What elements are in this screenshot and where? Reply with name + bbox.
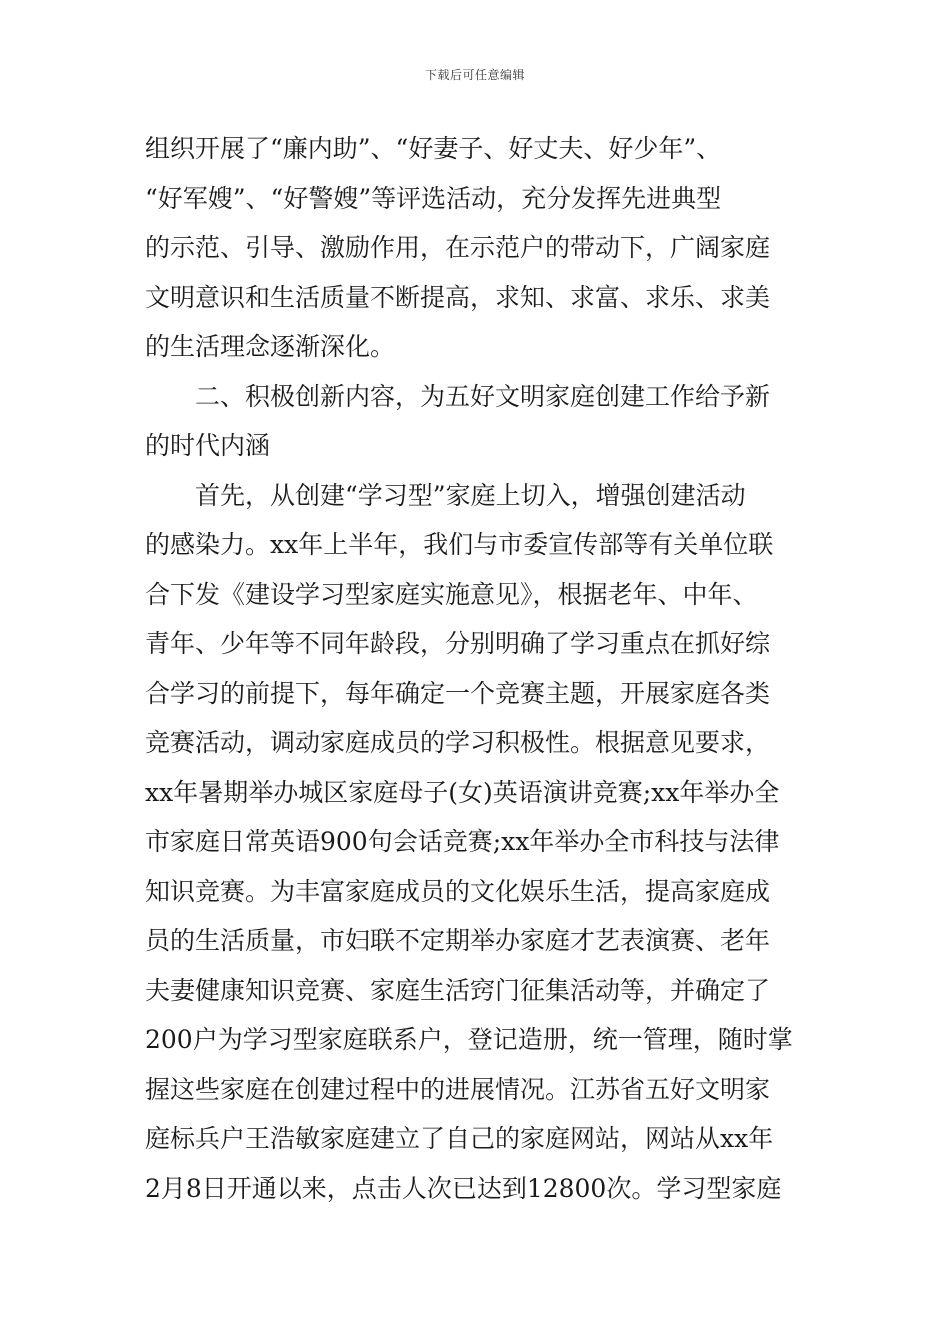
text-line: 青年、少年等不同年龄段，分别明确了学习重点在抓好综 xyxy=(145,629,771,658)
text-line: 合学习的前提下，每年确定一个竞赛主题，开展家庭各类 xyxy=(145,678,771,708)
text-line: 庭标兵户王浩敏家庭建立了自己的家庭网站，网站从xx年 xyxy=(145,1124,774,1153)
text-line: 的感染力。xx年上半年，我们与市委宣传部等有关单位联 xyxy=(145,530,774,559)
text-line: 知识竞赛。为丰富家庭成员的文化娱乐生活，提高家庭成 xyxy=(145,876,771,906)
text-line: “好军嫂”、“好警嫂”等评选活动，充分发挥先进典型 xyxy=(145,183,722,213)
text-line: 市家庭日常英语900句会话竞赛;xx年举办全市科技与法律 xyxy=(145,827,780,856)
section-heading-line: 的时代内涵 xyxy=(145,431,271,460)
body-text xyxy=(145,124,810,1213)
text-line: 组织开展了“廉内助”、“好妻子、好丈夫、好少年”、 xyxy=(145,134,722,163)
text-line: 竞赛活动，调动家庭成员的学习积极性。根据意见要求， xyxy=(145,728,771,757)
page-header: 下载后可任意编辑 xyxy=(424,68,525,82)
text-line: 握这些家庭在创建过程中的进展情况。江苏省五好文明家 xyxy=(145,1074,771,1104)
text-line: 合下发《建设学习型家庭实施意见》，根据老年、中年、 xyxy=(145,579,758,609)
text-line: 2月8日开通以来，点击人次已达到12800次。学习型家庭 xyxy=(145,1173,782,1203)
text-line: 文明意识和生活质量不断提高，求知、求富、求乐、求美 xyxy=(145,282,771,312)
text-line: 的生活理念逐渐深化。 xyxy=(145,332,396,361)
text-line: 员的生活质量，市妇联不定期举办家庭才艺表演赛、老年 xyxy=(145,926,771,955)
text-line: 首先，从创建“学习型”家庭上切入，增强创建活动 xyxy=(145,480,746,510)
section-heading-line: 二、积极创新内容，为五好文明家庭创建工作给予新 xyxy=(145,381,771,411)
text-line: 夫妻健康知识竞赛、家庭生活窍门征集活动等，并确定了 xyxy=(145,975,771,1005)
text-line: 的示范、引导、激励作用，在示范户的带动下，广阔家庭 xyxy=(145,233,771,262)
text-line: xx年暑期举办城区家庭母子(女)英语演讲竞赛;xx年举办全 xyxy=(145,777,780,807)
text-line: 200户为学习型家庭联系户，登记造册，统一管理，随时掌 xyxy=(145,1025,793,1054)
